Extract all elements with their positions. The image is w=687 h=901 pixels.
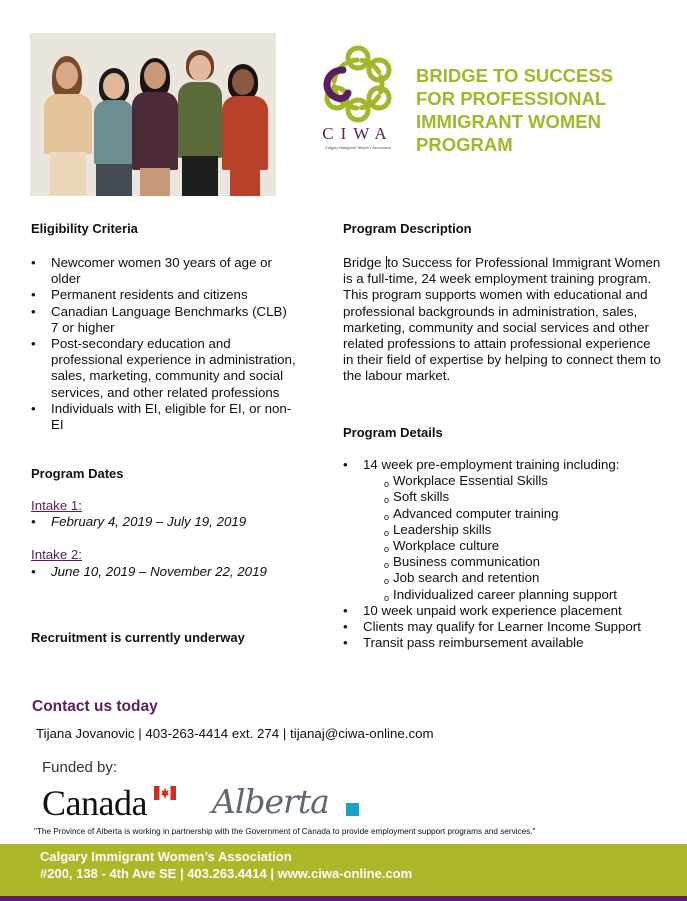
sub-item-text: Workplace culture [393,538,500,554]
bullet-icon: • [343,619,348,635]
canada-flag-icon [154,786,176,800]
person-figure [44,56,92,196]
list-item [31,514,311,530]
circle-bullet-icon: o [384,527,390,538]
circle-bullet-icon: o [384,511,390,522]
list-item-text: Clients may qualify for Learner Income Support [363,619,641,635]
bullet-icon: • [31,336,36,352]
sub-list-item [343,506,673,522]
list-item [31,401,296,433]
bullet-icon: • [343,602,348,618]
circle-bullet-icon: o [384,576,390,587]
bullet-icon: • [31,564,36,579]
intake-1-dates: February 4, 2019 – July 19, 2019 [51,514,247,529]
logo-subtitle: Calgary Immigrant Women's Association [325,145,391,150]
contact-details[interactable]: Tijana Jovanovic | 403-263-4414 ext. 274 | tijanaj@ciwa-online.com [36,726,434,741]
recruitment-status: Recruitment is currently underway [31,630,245,645]
list-item-text: Canadian Language Benchmarks (CLB) 7 or higher [51,303,287,335]
sub-list-item [343,587,673,603]
title-line: BRIDGE TO SUCCESS [416,65,614,86]
details-main-list [343,457,673,473]
list-item [343,457,673,473]
bullet-icon: • [31,255,36,270]
list-item [31,304,296,336]
circle-bullet-icon: o [384,592,390,603]
description-text-start: Bridge [343,255,386,270]
intake-2-list [31,564,311,580]
details-other-list [343,603,673,652]
circle-bullet-icon: o [384,479,390,490]
sub-list-item [343,538,673,554]
list-item-text: Newcomer women 30 years of age or older [51,255,272,287]
sub-list-item [343,473,673,489]
canada-wordmark: Canada [42,783,147,823]
group-photo [30,33,276,196]
person-figure [222,64,268,196]
program-description-heading: Program Description [343,221,472,236]
bullet-icon: • [343,457,348,472]
list-item [343,619,673,635]
contact-heading: Contact us today [32,698,158,715]
details-sub-list [343,473,673,603]
intake-1-list [31,514,311,530]
sub-item-text: Individualized career planning support [393,586,617,602]
bullet-icon: • [343,635,348,651]
program-title [416,64,676,156]
intake-1-link[interactable]: Intake 1: [31,498,83,513]
list-item [31,287,296,303]
list-item [31,564,311,580]
sub-item-text: Job search and retention [393,570,540,586]
intake-2-link[interactable]: Intake 2: [31,547,83,562]
sub-item-text: Soft skills [393,489,450,505]
list-item-text: Individuals with EI, eligible for EI, or non-EI [51,400,292,433]
circle-bullet-icon: o [384,560,390,571]
circle-bullet-icon: o [384,495,390,506]
person-figure [94,68,134,196]
logo-wordmark: CIWA [322,124,394,143]
person-figure [178,50,222,196]
list-item-text: Permanent residents and citizens [51,287,248,303]
program-details-heading: Program Details [343,425,443,440]
sub-item-text: Business communication [393,554,541,570]
alberta-square-icon [346,803,359,816]
list-item [343,635,673,651]
sub-item-text: Advanced computer training [393,505,559,521]
intake-2-dates: June 10, 2019 – November 22, 2019 [51,564,267,579]
list-item-text: Transit pass reimbursement available [363,635,584,651]
bullet-icon: • [31,514,36,529]
sub-list-item [343,554,673,570]
title-line: PROGRAM [416,134,513,155]
program-description-text [343,255,661,385]
list-item-text: Post-secondary education and professional experience in administration, sales, marketing, community and social services, and other related professions [51,336,296,400]
list-item [31,255,296,287]
sub-list-item [343,489,673,505]
program-dates-heading: Program Dates [31,466,124,481]
list-item [31,336,296,401]
ciwa-logo [313,44,403,154]
sub-list-item [343,570,673,586]
sub-item-text: Leadership skills [393,521,492,537]
bullet-icon: • [31,400,36,416]
circle-bullet-icon: o [384,544,390,555]
footer-organization: Calgary Immigrant Women’s Association [40,849,292,864]
list-item-text: 10 week unpaid work experience placement [363,602,622,618]
eligibility-heading: Eligibility Criteria [31,221,138,236]
funded-by-label: Funded by: [42,759,118,776]
eligibility-list [31,255,296,433]
list-item-text: 14 week pre-employment training including: [363,457,620,472]
description-text-rest: to Success for Professional Immigrant Women is a full-time, 24 week employment training program. This program supports women with educational and professional backgrounds in administration, sales, marketing, community and social services and other related professions to attain professional experience in their field of expertise by helping to connect them to the labour market. [343,255,661,384]
person-figure [132,58,178,196]
title-line: FOR PROFESSIONAL [416,88,607,109]
ciwa-flower-logo-icon [313,44,403,124]
partnership-note: "The Province of Alberta is working in partnership with the Government of Canada to provide employment support programs and services." [34,827,536,836]
bullet-icon: • [31,287,36,303]
footer-address[interactable]: #200, 138 - 4th Ave SE | 403.263.4414 | www.ciwa-online.com [40,866,413,881]
title-line: IMMIGRANT WOMEN [416,111,601,132]
bullet-icon: • [31,303,36,319]
program-details-list [343,457,673,651]
government-of-canada-logo [42,783,182,823]
alberta-wordmark: Alberta [212,782,329,821]
list-item [343,603,673,619]
government-of-alberta-logo [212,780,362,824]
sub-list-item [343,522,673,538]
footer-strip [0,896,687,901]
sub-item-text: Workplace Essential Skills [393,473,548,489]
